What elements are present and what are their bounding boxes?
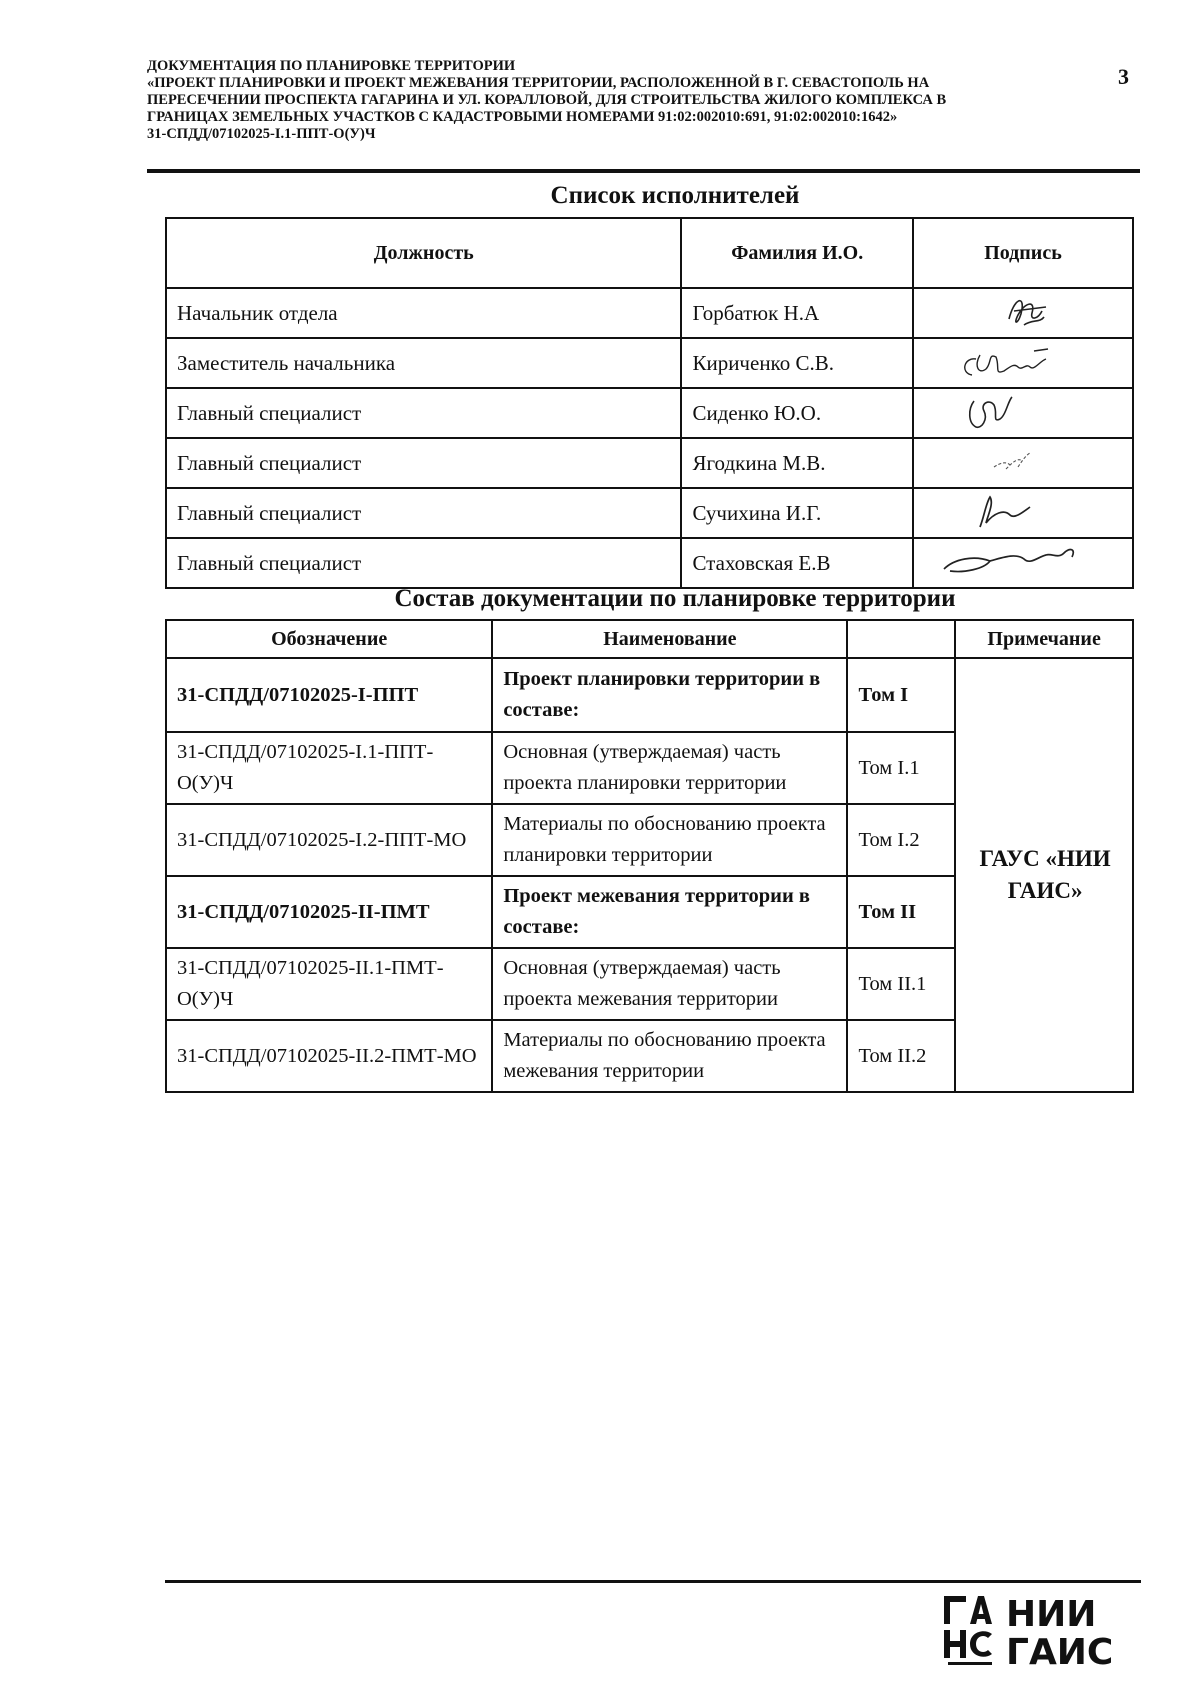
signature (914, 489, 1132, 531)
svg-text:ГАИС: ГАИС (1006, 1632, 1114, 1670)
signature (914, 539, 1132, 581)
code-cell: 31-СПДД/07102025-I.2-ППТ-МО (166, 804, 492, 876)
volume-cell: Том I (847, 658, 955, 732)
signature-cell (913, 538, 1133, 588)
column-header-position: Должность (166, 218, 681, 288)
signature-cell (913, 288, 1133, 338)
table-row (166, 658, 1133, 732)
signature-cell (913, 438, 1133, 488)
code-cell: 31-СПДД/07102025-II.2-ПМТ-МО (166, 1020, 492, 1092)
title-cell: Основная (утверждаемая) часть проекта межевания территории (492, 948, 847, 1020)
column-header-note: Примечание (955, 620, 1133, 658)
header-divider (147, 169, 1140, 173)
name-cell: Сиденко Ю.О. (681, 388, 913, 438)
docs-table-header (166, 620, 1133, 658)
column-header-volume (847, 620, 955, 658)
volume-cell: Том II (847, 876, 955, 948)
name-cell: Ягодкина М.В. (681, 438, 913, 488)
volume-cell: Том II.2 (847, 1020, 955, 1092)
docs-table (165, 619, 1134, 1093)
signature-cell (913, 388, 1133, 438)
name-cell: Горбатюк Н.А (681, 288, 913, 338)
signature (914, 389, 1132, 431)
volume-cell: Том I.1 (847, 732, 955, 804)
note-cell: ГАУС «НИИ ГАИС» (955, 658, 1133, 1092)
position-cell: Главный специалист (166, 388, 681, 438)
name-cell: Сучихина И.Г. (681, 488, 913, 538)
table-row (166, 388, 1133, 438)
position-cell: Начальник отдела (166, 288, 681, 338)
position-cell: Главный специалист (166, 538, 681, 588)
header-line-5: 31-СПДД/07102025-I.1-ППТ-О(У)Ч (147, 126, 376, 142)
table-row (166, 488, 1133, 538)
team-table-title: Список исполнителей (550, 182, 800, 209)
name-cell: Стаховская Е.В (681, 538, 913, 588)
code-cell: 31-СПДД/07102025-I.1-ППТ-О(У)Ч (166, 732, 492, 804)
signature (914, 339, 1132, 381)
team-table (165, 217, 1134, 589)
table-row (166, 438, 1133, 488)
header-line-4: ГРАНИЦАХ ЗЕМЕЛЬНЫХ УЧАСТКОВ С КАДАСТРОВЫМИ НОМЕРАМИ 91:02:002010:691, 91:02:002010:1642» (147, 109, 898, 125)
signature-cell (913, 338, 1133, 388)
position-cell: Главный специалист (166, 488, 681, 538)
volume-cell: Том II.1 (847, 948, 955, 1020)
header-line-1: ДОКУМЕНТАЦИЯ ПО ПЛАНИРОВКЕ ТЕРРИТОРИИ (147, 58, 516, 74)
position-cell: Заместитель начальника (166, 338, 681, 388)
column-header-signature: Подпись (913, 218, 1133, 288)
signature (914, 439, 1132, 481)
table-row (166, 338, 1133, 388)
column-header-name: Фамилия И.О. (681, 218, 913, 288)
header-line-3: ПЕРЕСЕЧЕНИИ ПРОСПЕКТА ГАГАРИНА И УЛ. КОРАЛЛОВОЙ, ДЛЯ СТРОИТЕЛЬСТВА ЖИЛОГО КОМПЛЕКСА В (147, 92, 947, 108)
title-cell: Проект планировки территории в составе: (492, 658, 847, 732)
title-cell: Материалы по обоснованию проекта межевания территории (492, 1020, 847, 1092)
svg-text:НИИ: НИИ (1006, 1594, 1097, 1635)
title-cell: Основная (утверждаемая) часть проекта планировки территории (492, 732, 847, 804)
name-cell: Кириченко С.В. (681, 338, 913, 388)
title-cell: Материалы по обоснованию проекта планировки территории (492, 804, 847, 876)
column-header-code: Обозначение (166, 620, 492, 658)
document-header (147, 58, 1087, 143)
position-cell: Главный специалист (166, 438, 681, 488)
signature-cell (913, 488, 1133, 538)
table-row (166, 288, 1133, 338)
header-line-2: «ПРОЕКТ ПЛАНИРОВКИ И ПРОЕКТ МЕЖЕВАНИЯ ТЕРРИТОРИИ, РАСПОЛОЖЕННОЙ В Г. СЕВАСТОПОЛЬ НА (147, 75, 930, 91)
nii-gais-logo (942, 1590, 1122, 1670)
docs-table-title: Состав документации по планировке территории (394, 585, 956, 612)
footer-divider (165, 1580, 1141, 1583)
team-table-header (166, 218, 1133, 288)
title-cell: Проект межевания территории в составе: (492, 876, 847, 948)
volume-cell: Том I.2 (847, 804, 955, 876)
table-row (166, 538, 1133, 588)
code-cell: 31-СПДД/07102025-II.1-ПМТ-О(У)Ч (166, 948, 492, 1020)
signature (914, 289, 1132, 331)
column-header-title: Наименование (492, 620, 847, 658)
code-cell: 31-СПДД/07102025-II-ПМТ (166, 876, 492, 948)
code-cell: 31-СПДД/07102025-I-ППТ (166, 658, 492, 732)
page-number: 3 (1118, 64, 1129, 89)
